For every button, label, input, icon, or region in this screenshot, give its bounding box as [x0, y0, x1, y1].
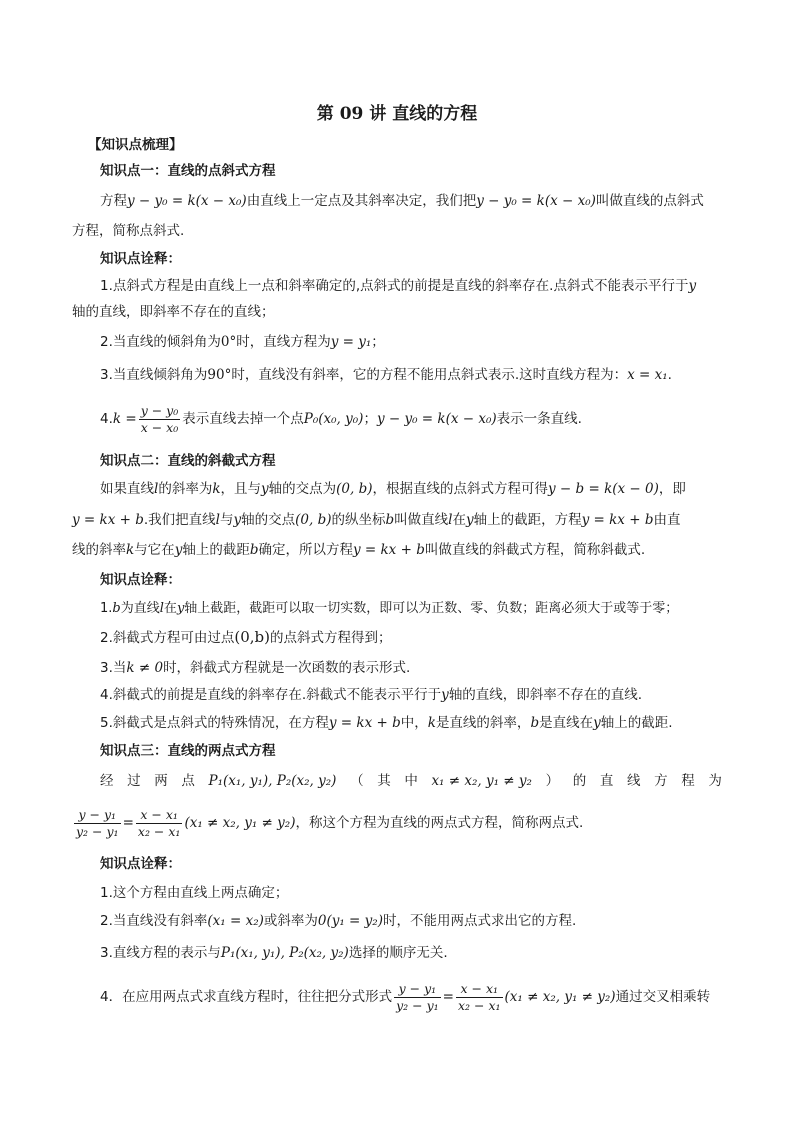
text: .: [667, 367, 672, 383]
equation: x = x₁: [627, 367, 668, 383]
fraction: [136, 807, 183, 840]
text: 叫做直线的点斜式: [595, 193, 704, 209]
kp1-note2: [100, 333, 750, 351]
text: 选择的顺序无关.: [348, 945, 448, 961]
text: 轴的交点为: [268, 481, 337, 497]
text: 3.当直线倾斜角为: [100, 367, 208, 383]
kp2-note4: [100, 686, 750, 704]
kp1-note1-line2: 轴的直线，即斜率不存在的直线；: [72, 304, 275, 320]
kp1-note1-line1: [100, 277, 750, 295]
text: ，且与: [220, 481, 262, 497]
text: 的点斜式方程得到；: [270, 630, 392, 646]
var: l: [448, 512, 453, 528]
kp1-note-heading: 知识点诠释：: [100, 251, 181, 267]
text: 2.当直线没有斜率: [100, 913, 208, 929]
points: P₁(x₁, y₁), P₂(x₂, y₂): [208, 773, 337, 789]
text: 通过交叉相乘转: [615, 989, 711, 1005]
text: 线: [626, 773, 641, 789]
point: (0, b): [295, 512, 332, 528]
equation: y = kx + b: [328, 715, 401, 731]
numerator: y − y₀: [140, 402, 179, 418]
var: k: [212, 481, 221, 497]
denominator: x − x₀: [140, 419, 179, 435]
text: ，即: [658, 481, 686, 497]
var: y: [441, 687, 449, 703]
text: 是直线在: [539, 715, 594, 731]
numerator: x − x₁: [136, 807, 183, 824]
text: ；: [371, 334, 385, 350]
text: 3.直线方程的表示与: [100, 945, 221, 961]
var: l: [154, 481, 159, 497]
text: 时，斜截式方程就是一次函数的表示形式.: [163, 660, 411, 676]
kp1-note3: [100, 366, 750, 384]
text: 表示直线去掉一个点: [182, 411, 304, 427]
condition: (x₁ ≠ x₂, y₁ ≠ y₂): [184, 815, 296, 831]
fraction: [139, 403, 181, 436]
var: y: [261, 481, 269, 497]
text: 3.当: [100, 660, 127, 676]
var: b: [249, 542, 259, 558]
kp2-note1: [100, 600, 750, 618]
text: 经: [100, 773, 114, 789]
var: y: [688, 278, 697, 294]
text: 中: [404, 773, 418, 789]
value: 0°: [220, 334, 237, 350]
denominator: y₂ − y₁: [396, 997, 439, 1013]
kp1-para-line1: [100, 192, 750, 210]
var: k: [126, 542, 135, 558]
kp3-heading: 知识点三：直线的两点式方程: [100, 743, 276, 759]
var: y: [176, 601, 185, 616]
kp1-note4: [100, 398, 750, 440]
equation: y − y₀ = k(x − x₀): [476, 193, 596, 209]
text: 如果直线: [100, 481, 154, 497]
equation: y − b = k(x − 0): [548, 481, 659, 497]
point: P₀(x₀, y₀): [303, 411, 364, 427]
text: 方: [654, 773, 668, 789]
text: 过: [127, 773, 141, 789]
text: 4.斜截式的前提是直线的斜率存在.斜截式不能表示平行于: [100, 687, 442, 703]
text: 在: [163, 601, 177, 616]
text: 时，直线方程为: [236, 334, 331, 350]
text: 叫做直线: [394, 512, 449, 528]
kp2-note5: [100, 714, 750, 732]
text: 与它在: [134, 542, 175, 558]
value: 90°: [207, 367, 232, 383]
text: 表示一条直线.: [496, 411, 582, 427]
condition: x₁ ≠ x₂, y₁ ≠ y₂: [431, 773, 532, 789]
equation: y = kx + b: [72, 512, 144, 528]
equation: y = y₁: [330, 334, 372, 350]
text: 两: [154, 773, 168, 789]
text: 中，: [400, 715, 428, 731]
text: .我们把直线: [143, 512, 216, 528]
kp3-para-line2: [72, 802, 722, 844]
text: 确定，所以方程: [258, 542, 353, 558]
text: 点: [181, 773, 195, 789]
kp3-note2: [100, 912, 750, 930]
text: 轴的直线，即斜率不存在的直线.: [448, 687, 643, 703]
text: 是直线的斜率，: [435, 715, 531, 731]
var: k: [427, 715, 436, 731]
text: 方程: [100, 193, 127, 209]
var: y: [465, 512, 474, 528]
text: 2.斜截式方程可由过点: [100, 630, 235, 646]
text: 2.当直线的倾斜角为: [100, 334, 221, 350]
condition: (x₁ ≠ x₂, y₁ ≠ y₂): [504, 989, 616, 1005]
text: 5.斜截式是点斜式的特殊情况，在方程: [100, 715, 329, 731]
var: l: [159, 601, 164, 616]
text: 由直线上一定点及其斜率决定，我们把: [246, 193, 477, 209]
text: 时，直线没有斜率，它的方程不能用点斜式表示.这时直线方程为：: [231, 367, 628, 383]
text: 其: [377, 773, 391, 789]
text: 轴上的截距，方程: [473, 512, 582, 528]
text: ）: [545, 773, 560, 789]
kp1-para-line2: 方程，简称点斜式.: [72, 223, 185, 239]
section-header: 【知识点梳理】: [88, 137, 183, 153]
kp2-para-line3: [72, 541, 722, 559]
var: y: [233, 512, 242, 528]
text: 直: [599, 773, 614, 789]
text: 轴上的截距.: [600, 715, 673, 731]
text: 的斜率为: [158, 481, 213, 497]
numerator: x − x₁: [456, 981, 503, 998]
numerator: y − y₁: [394, 981, 441, 998]
text: 与: [219, 512, 234, 528]
text: 轴上截距，截距可以取一切实数，即可以为正数、零、负数；距离必须大于或等于零；: [184, 601, 679, 616]
text: （: [350, 773, 364, 789]
text: 在: [452, 512, 466, 528]
fraction: [456, 981, 503, 1014]
text: 4.: [100, 411, 113, 427]
text: 时，不能用两点式求出它的方程.: [382, 913, 577, 929]
var: b: [385, 512, 395, 528]
fraction: [394, 981, 441, 1014]
denominator: y₂ − y₁: [76, 823, 119, 839]
kp2-para-line2: [72, 511, 722, 529]
text: 的: [572, 773, 587, 789]
kp3-note1: 1.这个方程由直线上两点确定；: [100, 885, 289, 901]
text: ，称这个方程为直线的两点式方程，简称两点式.: [295, 815, 584, 831]
text: ；: [363, 411, 377, 427]
text: ，根据直线的点斜式方程可得: [372, 481, 549, 497]
denominator: x₂ − x₁: [457, 997, 501, 1013]
text: 为直线: [120, 601, 160, 616]
equation: y − y₀ = k(x − x₀): [376, 411, 497, 427]
kp2-note-heading: 知识点诠释：: [100, 572, 181, 588]
page-title: 第 09 讲 直线的方程: [316, 104, 478, 124]
equation: y − y₀ = k(x − x₀): [127, 193, 247, 209]
kp3-para-line1: [100, 772, 722, 790]
text: 叫做直线的斜截式方程，简称斜截式.: [424, 542, 646, 558]
text: 由直: [653, 512, 681, 528]
equation: (x₁ = x₂): [207, 913, 264, 929]
text: 4．在应用两点式求直线方程时，往往把分式形式: [100, 989, 393, 1005]
equation: 0(y₁ = y₂): [317, 913, 383, 929]
equals-sign: =: [122, 815, 134, 831]
kp2-heading: 知识点二：直线的斜截式方程: [100, 453, 276, 469]
kp1-heading: 知识点一：直线的点斜式方程: [100, 163, 276, 179]
var: y: [174, 542, 183, 558]
denominator: x₂ − x₁: [137, 823, 181, 839]
kp3-note3: [100, 944, 750, 962]
equation: k ≠ 0: [126, 660, 164, 676]
text: 线的斜率: [72, 542, 126, 558]
kp3-note-heading: 知识点诠释：: [100, 856, 181, 872]
kp2-note2: [100, 628, 750, 647]
text: 为: [708, 773, 722, 789]
text: 轴上的截距: [182, 542, 250, 558]
equals-sign: =: [442, 989, 454, 1005]
text: 或斜率为: [263, 913, 318, 929]
text: 的纵坐标: [331, 512, 386, 528]
kp2-note3: [100, 659, 750, 677]
equation: y = kx + b: [581, 512, 654, 528]
equation: y = kx + b: [352, 542, 425, 558]
var: y: [593, 715, 601, 731]
text: 1.: [100, 601, 113, 616]
points: P₁(x₁, y₁), P₂(x₂, y₂): [220, 945, 349, 961]
kp3-note4: [100, 976, 750, 1018]
var: b: [530, 715, 540, 731]
var: l: [215, 512, 220, 528]
text: 程: [681, 773, 695, 789]
var: b: [112, 601, 121, 616]
fraction: [74, 807, 121, 840]
var: k =: [112, 411, 137, 427]
point: (0,b): [234, 628, 271, 646]
text: 轴的交点: [241, 512, 296, 528]
text: 1.点斜式方程是由直线上一点和斜率确定的,点斜式的前提是直线的斜率存在.点斜式不能表示平行于: [100, 278, 689, 294]
kp2-para-line1: [100, 480, 750, 498]
point: (0, b): [336, 481, 373, 497]
numerator: y − y₁: [74, 807, 121, 824]
